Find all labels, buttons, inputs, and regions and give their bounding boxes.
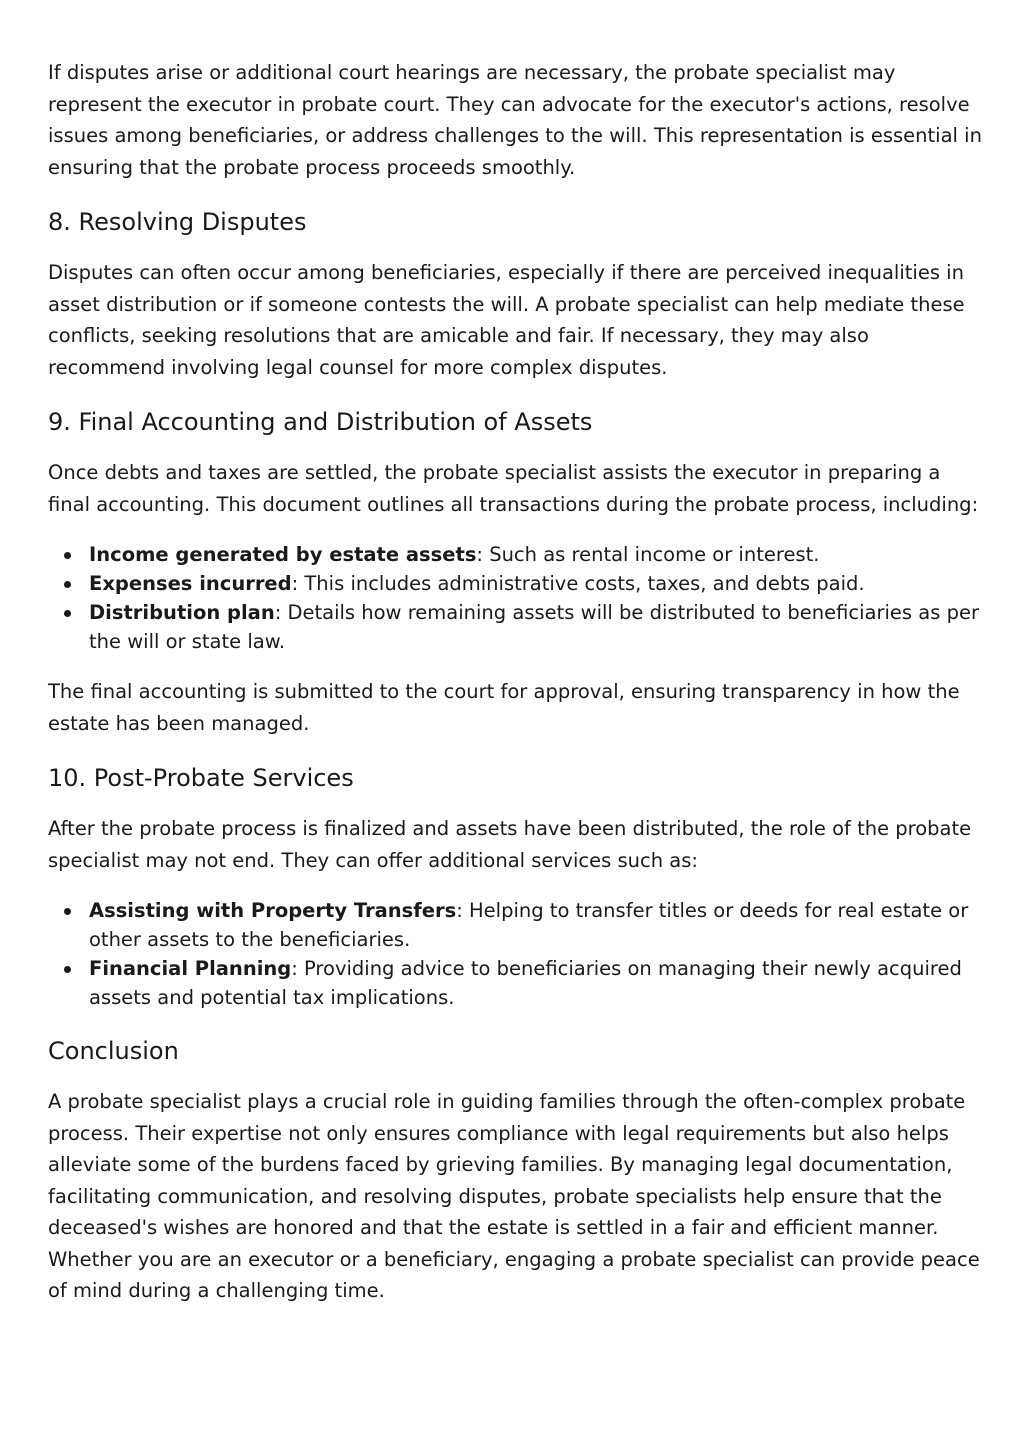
list-item	[89, 598, 984, 656]
list-item	[89, 896, 984, 954]
section-heading-conclusion: Conclusion	[48, 1037, 179, 1065]
section-paragraph-conclusion: A probate specialist plays a crucial role in guiding families through the often-complex probate process. Their expertise not only ensures compliance with legal requirements but also helps alleviate some of the burdens faced by grieving families. By managing legal documentation, facilitating communication, and resolving disputes, probate specialists help ensure that the deceased's wishes are honored and that the estate is settled in a fair and efficient manner. Whether you are an executor or a beneficiary, engaging a probate specialist can provide peace of mind during a challenging time.	[48, 1090, 980, 1302]
list-item-text: : Details how remaining assets will be distributed to beneficiaries as per the will or state law.	[89, 601, 979, 653]
list-item-term: Financial Planning	[89, 957, 292, 980]
list-item-text: : This includes administrative costs, taxes, and debts paid.	[291, 572, 865, 595]
section-heading-post-probate: 10. Post-Probate Services	[48, 764, 354, 792]
list-item-term: Assisting with Property Transfers	[89, 899, 457, 922]
final-accounting-closing: The final accounting is submitted to the court for approval, ensuring transparency in how the estate has been managed.	[48, 680, 960, 735]
list-item-term: Expenses incurred	[89, 572, 292, 595]
section-heading-final-accounting: 9. Final Accounting and Distribution of Assets	[48, 408, 593, 436]
list-item-text: : Providing advice to beneficiaries on managing their newly acquired assets and potential tax implications.	[89, 957, 962, 1009]
section-paragraph-post-probate: After the probate process is finalized and assets have been distributed, the role of the probate specialist may not end. They can offer additional services such as:	[48, 817, 972, 872]
list-item-text: : Such as rental income or interest.	[476, 543, 820, 566]
list-item-text: : Helping to transfer titles or deeds for real estate or other assets to the beneficiaries.	[89, 899, 969, 951]
list-item	[89, 569, 984, 598]
intro-paragraph: If disputes arise or additional court hearings are necessary, the probate specialist may represent the executor in probate court. They can advocate for the executor's actions, resolve issues among beneficiaries, or address challenges to the will. This representation is essential in ensuring that the probate process proceeds smoothly.	[48, 61, 982, 179]
list-item-term: Distribution plan	[89, 601, 275, 624]
section-paragraph-final-accounting: Once debts and taxes are settled, the probate specialist assists the executor in preparing a final accounting. This document outlines all transactions during the probate process, including:	[48, 461, 979, 516]
final-accounting-list	[48, 540, 984, 656]
section-heading-resolving-disputes: 8. Resolving Disputes	[48, 208, 307, 236]
list-item-term: Income generated by estate assets	[89, 543, 477, 566]
post-probate-list	[48, 896, 984, 1012]
list-item	[89, 540, 984, 569]
list-item	[89, 954, 984, 1012]
section-paragraph-resolving-disputes: Disputes can often occur among beneficiaries, especially if there are perceived inequalities in asset distribution or if someone contests the will. A probate specialist can help mediate these conflicts, seeking resolutions that are amicable and fair. If necessary, they may also recommend involving legal counsel for more complex disputes.	[48, 261, 965, 379]
